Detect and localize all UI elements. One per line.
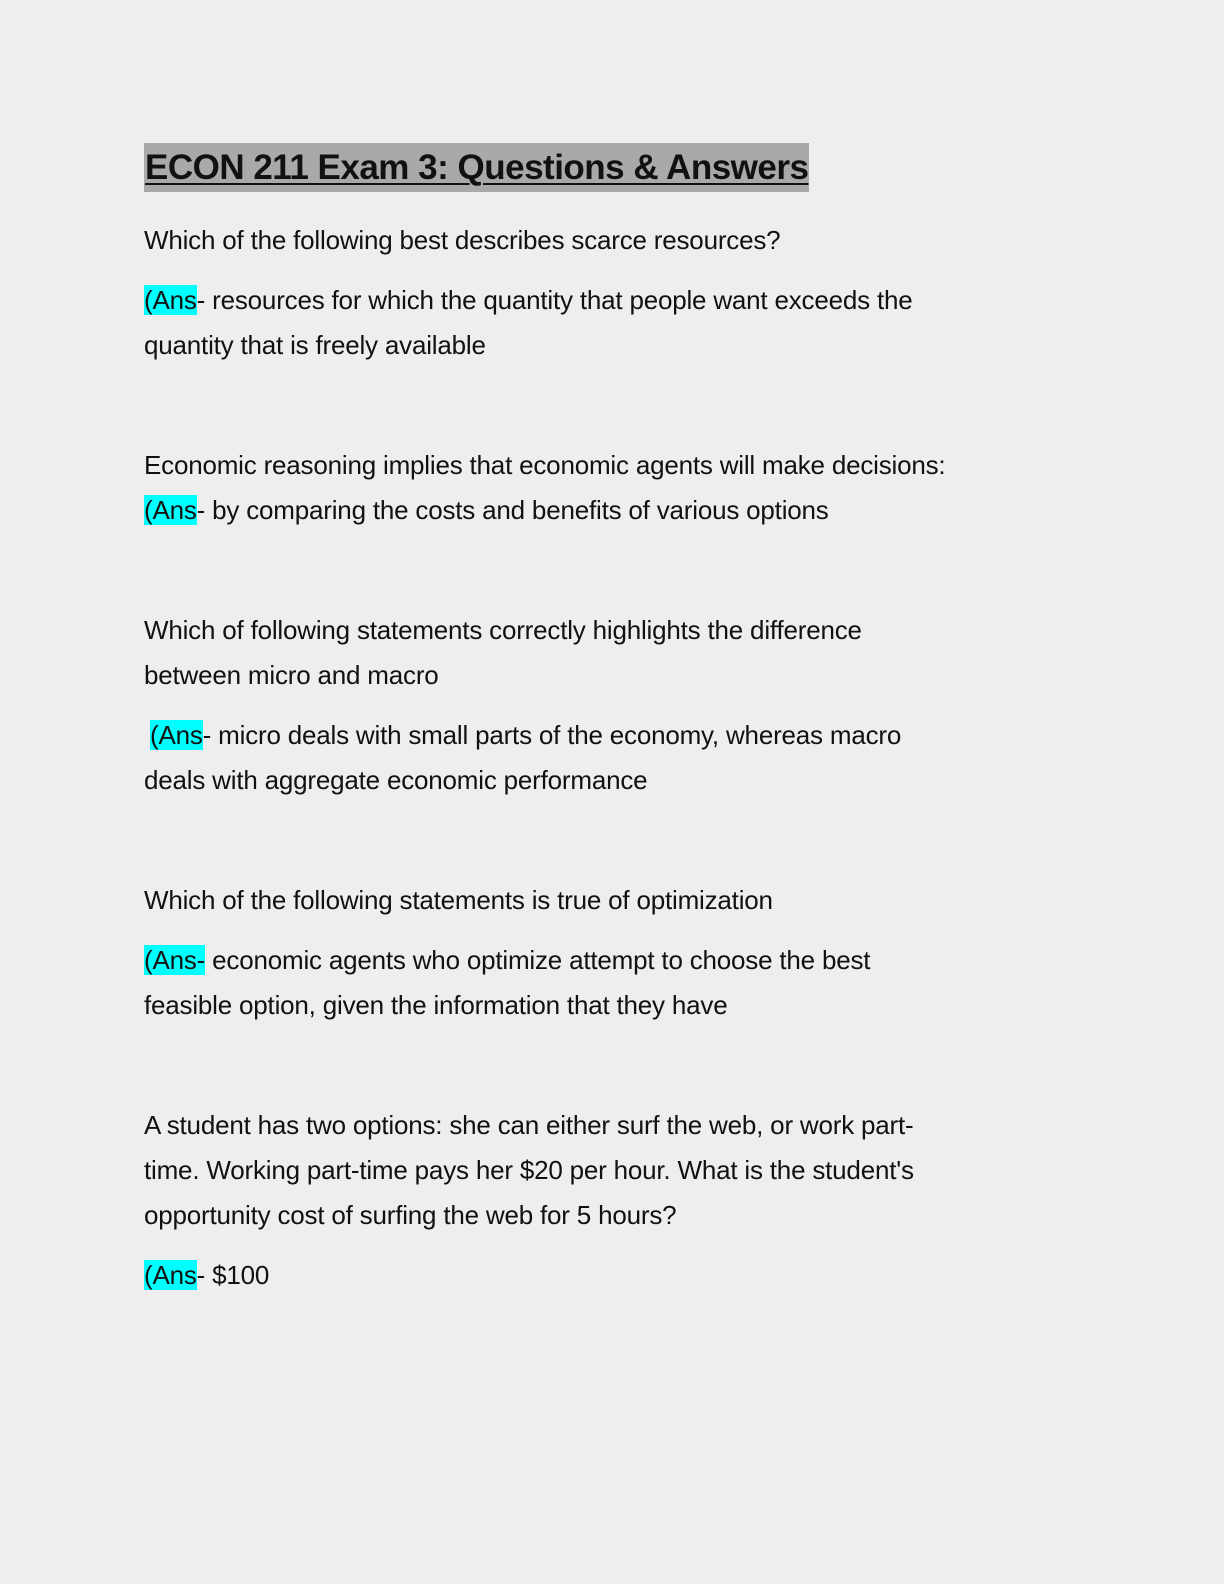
answer-4-text: economic agents who optimize attempt to choose the best — [205, 945, 871, 975]
question-3-line-1: Which of following statements correctly highlights the difference — [144, 615, 862, 645]
question-2-line-1: Economic reasoning implies that economic agents will make decisions: — [144, 450, 946, 480]
answer-marker: (Ans — [144, 495, 197, 525]
answer-1-line-1 — [144, 283, 913, 317]
answer-marker: (Ans — [144, 1260, 197, 1290]
answer-3-text: - micro deals with small parts of the economy, whereas macro — [202, 720, 902, 750]
question-5-line-1: A student has two options: she can either surf the web, or work part- — [144, 1110, 914, 1140]
answer-4-line-2: feasible option, given the information that they have — [144, 990, 728, 1020]
answer-1-line-2: quantity that is freely available — [144, 330, 486, 360]
answer-marker: (Ans- — [144, 945, 206, 975]
answer-5-line-1 — [144, 1258, 269, 1292]
document-title: ECON 211 Exam 3: Questions & Answers — [144, 143, 809, 192]
answer-4-line-1 — [144, 943, 870, 977]
answer-1-text: - resources for which the quantity that people want exceeds the — [196, 285, 913, 315]
answer-3-line-1 — [150, 718, 901, 752]
question-4-line-1: Which of the following statements is true of optimization — [144, 885, 773, 915]
question-1-line-1: Which of the following best describes scarce resources? — [144, 225, 781, 255]
question-3-line-2: between micro and macro — [144, 660, 439, 690]
answer-2-line-1 — [144, 493, 829, 527]
answer-marker: (Ans — [144, 285, 197, 315]
answer-marker: (Ans — [150, 720, 203, 750]
answer-2-text: - by comparing the costs and benefits of various options — [196, 495, 829, 525]
answer-3-line-2: deals with aggregate economic performance — [144, 765, 648, 795]
answer-5-text: - $100 — [196, 1260, 270, 1290]
question-5-line-3: opportunity cost of surfing the web for 5 hours? — [144, 1200, 677, 1230]
question-5-line-2: time. Working part-time pays her $20 per hour. What is the student's — [144, 1155, 914, 1185]
